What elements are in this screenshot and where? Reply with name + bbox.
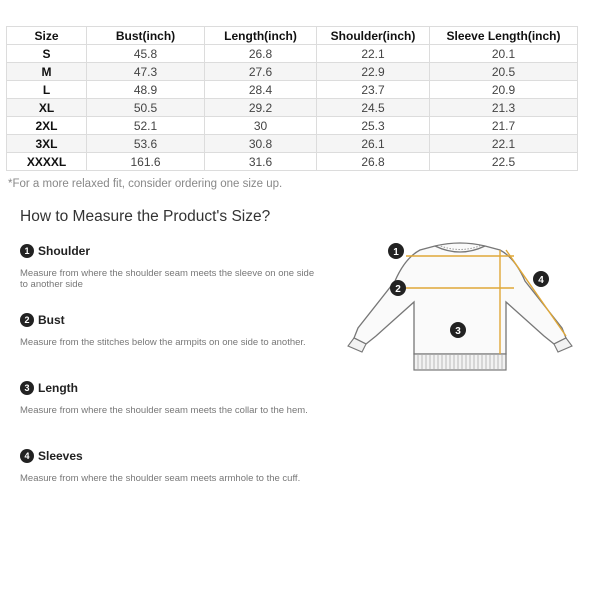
marker-2-label: 2 — [395, 284, 401, 295]
table-cell: 22.5 — [430, 153, 578, 171]
table-cell: 31.6 — [205, 153, 317, 171]
table-cell: 45.8 — [87, 45, 205, 63]
table-cell: 26.8 — [205, 45, 317, 63]
table-cell: 21.3 — [430, 99, 578, 117]
table-cell: 28.4 — [205, 81, 317, 99]
table-cell: 25.3 — [317, 117, 430, 135]
table-row — [7, 135, 578, 153]
column-header: Shoulder(inch) — [317, 27, 430, 45]
table-cell: 50.5 — [87, 99, 205, 117]
table-cell: 2XL — [7, 117, 87, 135]
table-cell: 48.9 — [87, 81, 205, 99]
table-cell: 22.9 — [317, 63, 430, 81]
table-cell: 30.8 — [205, 135, 317, 153]
number-3-icon: 3 — [20, 381, 34, 395]
table-cell: XL — [7, 99, 87, 117]
column-header: Sleeve Length(inch) — [430, 27, 578, 45]
fit-note: *For a more relaxed fit, consider ordering one size up. — [8, 178, 283, 190]
step-sleeves — [20, 449, 320, 484]
size-chart-table — [6, 26, 578, 171]
table-row — [7, 117, 578, 135]
table-cell: 24.5 — [317, 99, 430, 117]
hem-rib — [414, 354, 506, 370]
table-cell: 26.1 — [317, 135, 430, 153]
table-row — [7, 99, 578, 117]
column-header: Length(inch) — [205, 27, 317, 45]
step-description: Measure from where the shoulder seam meets the collar to the hem. — [20, 405, 308, 416]
table-cell: 23.7 — [317, 81, 430, 99]
marker-4-label: 4 — [538, 275, 544, 286]
table-cell: 29.2 — [205, 99, 317, 117]
marker-3-label: 3 — [455, 326, 461, 337]
table-cell: 21.7 — [430, 117, 578, 135]
table-cell: 47.3 — [87, 63, 205, 81]
table-cell: XXXXL — [7, 153, 87, 171]
table-cell: 20.9 — [430, 81, 578, 99]
table-row — [7, 153, 578, 171]
table-cell: S — [7, 45, 87, 63]
table-cell: 53.6 — [87, 135, 205, 153]
step-description: Measure from where the shoulder seam meets armhole to the cuff. — [20, 473, 301, 484]
table-cell: 30 — [205, 117, 317, 135]
table-cell: 20.5 — [430, 63, 578, 81]
table-header-row — [7, 27, 578, 45]
table-cell: 20.1 — [430, 45, 578, 63]
table-row — [7, 63, 578, 81]
table-row — [7, 81, 578, 99]
table-cell: L — [7, 81, 87, 99]
table-cell: 3XL — [7, 135, 87, 153]
table-row — [7, 45, 578, 63]
step-shoulder — [20, 244, 320, 290]
table-cell: M — [7, 63, 87, 81]
column-header: Size — [7, 27, 87, 45]
step-length — [20, 381, 320, 416]
number-4-icon: 4 — [20, 449, 34, 463]
step-description: Measure from the stitches below the armpits on one side to another. — [20, 337, 306, 348]
table-cell: 26.8 — [317, 153, 430, 171]
table-cell: 52.1 — [87, 117, 205, 135]
step-bust — [20, 313, 320, 348]
table-cell: 161.6 — [87, 153, 205, 171]
column-header: Bust(inch) — [87, 27, 205, 45]
table-cell: 27.6 — [205, 63, 317, 81]
marker-1-label: 1 — [393, 247, 399, 258]
sweater-measurement-icon — [340, 236, 580, 376]
step-title: Sleeves — [38, 449, 83, 463]
table-cell: 22.1 — [430, 135, 578, 153]
table-cell: 22.1 — [317, 45, 430, 63]
step-title: Shoulder — [38, 244, 91, 258]
number-2-icon: 2 — [20, 313, 34, 327]
step-title: Bust — [38, 313, 65, 327]
step-description: Measure from where the shoulder seam meets the sleeve on one side to another side — [20, 268, 315, 290]
step-title: Length — [38, 381, 78, 395]
number-1-icon: 1 — [20, 244, 34, 258]
howto-title: How to Measure the Product's Size? — [20, 208, 271, 225]
